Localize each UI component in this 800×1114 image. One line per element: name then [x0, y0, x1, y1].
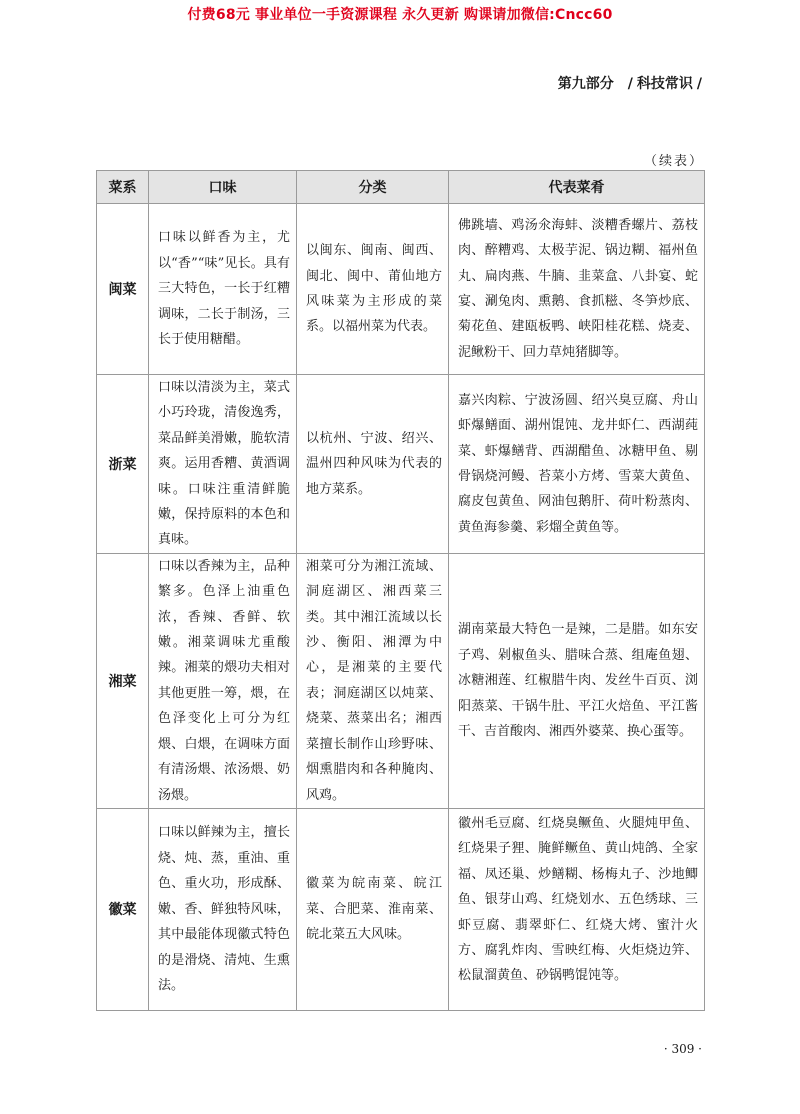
category-text: 以杭州、宁波、绍兴、温州四种风味为代表的地方菜系。	[306, 430, 442, 497]
page-number: · 309 ·	[663, 1042, 702, 1056]
table-row-zhe	[97, 375, 705, 554]
dishes-cell	[449, 808, 705, 1010]
dishes-text: 徽州毛豆腐、红烧臭鳜鱼、火腿炖甲鱼、红烧果子狸、腌鲜鳜鱼、黄山炖鸽、全家福、凤还巢、炒鳝糊、杨梅丸子、沙地鲫鱼、银芽山鸡、红烧划水、五色绣球、三虾豆腐、翡翠虾仁、红烧大烤、蜜汁火方、腐乳炸肉、雪映红梅、火炬烧边笄、松鼠溜黄鱼、砂锅鸭馄饨等。	[458, 815, 698, 984]
category-text: 湘菜可分为湘江流域、洞庭湖区、湘西菜三类。其中湘江流域以长沙、衡阳、湘潭为中心，是湘菜的主要代表；洞庭湖区以炖菜、烧菜、蒸菜出名；湘西菜擅长制作山珍野味、烟熏腊肉和各种腌肉、风鸡。	[306, 558, 442, 803]
header-trailing-slash: /	[696, 76, 702, 92]
header-separator: /	[627, 76, 633, 92]
cuisine-name: 浙菜	[97, 375, 149, 554]
cuisine-name: 徽菜	[97, 808, 149, 1010]
dishes-cell	[449, 204, 705, 375]
category-cell	[297, 375, 449, 554]
continued-label: （续表）	[643, 154, 704, 169]
taste-text: 口味以香辣为主，品种繁多。色泽上油重色浓，香辣、香鲜、软嫩。湘菜调味尤重酸辣。湘菜的煨功夫相对其他更胜一筹，煨，在色泽变化上可分为红煨、白煨，在调味方面有清汤煨、浓汤煨、奶汤煨。	[158, 558, 290, 803]
taste-text: 口味以清淡为主，菜式小巧玲珑，清俊逸秀，菜品鲜美滑嫩，脆软清爽。运用香糟、黄酒调味。口味注重清鲜脆嫩，保持原料的本色和真味。	[158, 380, 290, 548]
taste-cell	[149, 204, 297, 375]
taste-cell	[149, 808, 297, 1010]
category-cell	[297, 808, 449, 1010]
category-text: 以闽东、闽南、闽西、闽北、闽中、莆仙地方风味菜为主形成的菜系。以福州菜为代表。	[306, 243, 442, 335]
table-row-xiang	[97, 553, 705, 808]
cuisine-name: 湘菜	[97, 553, 149, 808]
category-cell	[297, 553, 449, 808]
cuisine-name: 闽菜	[97, 204, 149, 375]
header-section: 第九部分	[557, 76, 614, 92]
dishes-text: 湖南菜最大特色一是辣，二是腊。如东安子鸡、剁椒鱼头、腊味合蒸、组庵鱼翅、冰糖湘莲、红椒腊牛肉、发丝牛百页、浏阳蒸菜、干锅牛肚、平江火焙鱼、平江酱干、吉首酸肉、湘西外婆菜、换心蛋等。	[458, 622, 698, 739]
dishes-cell	[449, 375, 705, 554]
header-cuisine: 菜系	[97, 171, 149, 204]
running-header	[558, 73, 702, 93]
table-header-row	[97, 171, 705, 204]
dishes-text: 嘉兴肉粽、宁波汤圆、绍兴臭豆腐、舟山虾爆鳝面、湖州馄饨、龙井虾仁、西湖莼菜、虾爆鳝背、西湖醋鱼、冰糖甲鱼、剔骨锅烧河鳗、苔菜小方烤、雪菜大黄鱼、腐皮包黄鱼、网油包鹅肝、荷叶粉蒸肉、黄鱼海参羹、彩熘全黄鱼等。	[458, 392, 698, 535]
category-text: 徽菜为皖南菜、皖江菜、合肥菜、淮南菜、皖北菜五大风味。	[306, 876, 442, 943]
header-topic: 科技常识	[636, 76, 693, 92]
header-dishes: 代表菜肴	[449, 171, 705, 204]
watermark-banner: 付费68元 事业单位一手资源课程 永久更新 购课请加微信:Cncc60	[187, 7, 613, 23]
taste-cell	[149, 375, 297, 554]
category-cell	[297, 204, 449, 375]
table-row-min	[97, 204, 705, 375]
taste-text: 口味以鲜香为主，尤以“香”“味”见长。具有三大特色，一长于红糟调味，二长于制汤，三长于使用糖醋。	[158, 230, 290, 348]
table-row-hui	[97, 808, 705, 1010]
header-taste: 口味	[149, 171, 297, 204]
header-category: 分类	[297, 171, 449, 204]
taste-text: 口味以鲜辣为主，擅长烧、炖、蒸，重油、重色、重火功，形成酥、嫩、香、鲜独特风味，其中最能体现徽式特色的是滑烧、清炖、生熏法。	[158, 825, 290, 993]
dishes-cell	[449, 553, 705, 808]
cuisine-table	[96, 170, 705, 1011]
dishes-text: 佛跳墙、鸡汤氽海蚌、淡糟香螺片、荔枝肉、醉糟鸡、太极芋泥、锅边糊、福州鱼丸、扁肉燕、牛腩、韭菜盒、八卦宴、蛇宴、涮兔肉、熏鹅、食抓糍、冬笋炒底、菊花鱼、建瓯板鸭、峡阳桂花糕、烧麦、泥鳅粉干、回力草炖猪脚等。	[458, 217, 698, 360]
taste-cell	[149, 553, 297, 808]
